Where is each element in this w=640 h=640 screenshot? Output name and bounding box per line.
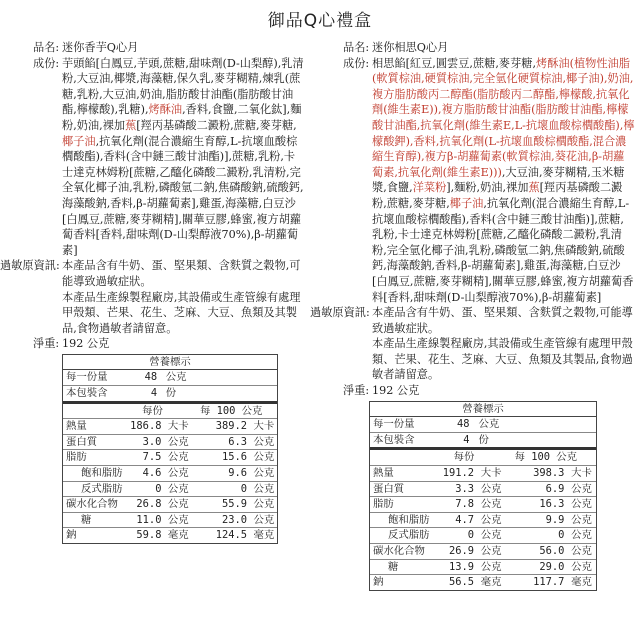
nutrition-row xyxy=(370,560,596,576)
nutrition-column-headers xyxy=(63,404,277,420)
nutrient-name: 鈉 xyxy=(373,576,384,589)
nutrition-row xyxy=(63,386,277,404)
right-net-weight: 192 公克 xyxy=(372,384,420,398)
nutrition-row xyxy=(63,435,277,451)
nutrient-value-per-100g: 55.9 xyxy=(222,498,248,511)
nutrition-row xyxy=(370,466,596,482)
nutrition-row xyxy=(63,370,277,386)
nutrient-value-per-100g: 0 xyxy=(240,482,248,495)
nutrition-unit: 份 xyxy=(478,433,489,446)
nutrient-unit-per-100g: 公克 xyxy=(253,513,275,526)
nutrition-unit: 公克 xyxy=(478,418,500,431)
nutrition-col-per-100g: 每 100 公克 xyxy=(199,404,263,417)
nutrition-value: 4 xyxy=(150,387,158,400)
nutrition-col-per-serving: 每份 xyxy=(453,451,475,464)
right-ingredients-text xyxy=(372,56,635,306)
right-product-name-row xyxy=(310,40,635,56)
nutrient-value-per-100g: 15.6 xyxy=(222,451,248,464)
nutrient-name: 蛋白質 xyxy=(66,435,98,448)
left-ingredient-segment: 烤酥油 xyxy=(148,103,183,117)
nutrition-value: 48 xyxy=(456,418,470,431)
nutrient-value-per-100g: 117.7 xyxy=(533,576,565,589)
nutrient-name: 脂肪 xyxy=(66,451,87,464)
nutrient-unit-per-100g: 大卡 xyxy=(253,420,275,433)
right-ingredient-segment: 洋菜粉 xyxy=(412,181,447,195)
nutrient-name: 飽和脂肪 xyxy=(388,513,430,526)
nutrient-unit-per-100g: 公克 xyxy=(253,467,275,480)
nutrient-value-per-100g: 16.3 xyxy=(539,498,565,511)
left-net-weight-row xyxy=(0,336,305,352)
left-net-weight: 192 公克 xyxy=(62,337,110,351)
nutrient-name: 熱量 xyxy=(373,467,394,480)
nutrient-unit-per-100g: 公克 xyxy=(253,498,275,511)
nutrient-unit-per-100g: 公克 xyxy=(253,435,275,448)
nutrient-unit-per-100g: 公克 xyxy=(253,482,275,495)
nutrition-value: 4 xyxy=(463,433,470,446)
nutrient-name: 飽和脂肪 xyxy=(81,467,123,480)
nutrition-row xyxy=(63,513,277,529)
left-product-name: 迷你香芋Q心月 xyxy=(62,41,139,54)
nutrient-value-per-serving: 11.0 xyxy=(136,513,162,526)
left-nutrition-table xyxy=(62,354,278,544)
nutrition-label: 本包裝含 xyxy=(66,387,108,400)
nutrient-name: 蛋白質 xyxy=(373,482,405,495)
nutrient-value-per-serving: 56.5 xyxy=(448,576,474,589)
nutrient-value-per-100g: 0 xyxy=(558,529,565,542)
right-allergy-label: 過敏原資訊: xyxy=(310,306,370,320)
nutrient-unit-per-serving: 大卡 xyxy=(167,420,189,433)
nutrient-unit-per-serving: 公克 xyxy=(480,482,502,495)
nutrient-value-per-100g: 56.0 xyxy=(539,545,565,557)
left-ingredients-label: 成份: xyxy=(33,56,60,70)
nutrient-value-per-100g: 9.6 xyxy=(228,467,248,480)
nutrition-col-per-serving: 每份 xyxy=(142,404,163,417)
nutrient-value-per-serving: 7.5 xyxy=(142,451,162,464)
left-allergy-row xyxy=(0,258,305,336)
left-product-name-row xyxy=(0,40,305,56)
nutrient-value-per-100g: 6.9 xyxy=(545,482,565,495)
nutrient-name: 糖 xyxy=(81,513,92,526)
nutrient-name: 反式脂肪 xyxy=(388,529,430,542)
nutrient-name: 糖 xyxy=(388,560,399,573)
nutrient-name: 鈉 xyxy=(66,529,77,542)
nutrition-label: 每一份量 xyxy=(66,371,108,384)
nutrient-unit-per-serving: 毫克 xyxy=(167,529,189,542)
left-ingredient-segment: [羥丙基磷酸二澱粉,蔗糖,麥芽糖, xyxy=(136,118,297,132)
nutrient-value-per-serving: 4.7 xyxy=(455,513,474,526)
left-ingredient-segment: 蕉 xyxy=(125,118,137,132)
nutrient-unit-per-100g: 公克 xyxy=(571,545,592,557)
nutrient-name: 碳水化合物 xyxy=(66,498,118,511)
left-ingredient-segment: 芋頭餡[白鳳豆,芋頭,蔗糖,甜味劑(D-山梨醇),乳清粉,大豆油,椰漿,海藻糖,保久乳,麥芽糊精,煉乳(蔗糖,乳粉,大豆油,奶油,脂肪酸甘油酯(脂肪酸甘油酯,檸檬酸),乳糖), xyxy=(62,56,304,117)
nutrient-unit-per-100g: 公克 xyxy=(571,482,592,495)
nutrient-unit-per-100g: 毫克 xyxy=(253,529,275,542)
right-allergy-text-1: 本產品含有牛奶、蛋、堅果類、含麩質之穀物,可能導致過敏症狀。 xyxy=(372,306,633,335)
nutrient-value-per-serving: 13.9 xyxy=(448,560,474,573)
nutrient-value-per-serving: 191.2 xyxy=(442,467,474,480)
nutrition-row xyxy=(370,433,596,451)
nutrient-value-per-serving: 26.8 xyxy=(136,498,162,511)
nutrient-unit-per-serving: 公克 xyxy=(167,513,189,526)
right-ingredients-label: 成份: xyxy=(343,56,370,70)
nutrient-value-per-serving: 3.0 xyxy=(142,435,162,448)
nutrient-unit-per-serving: 公克 xyxy=(167,451,189,464)
nutrition-row xyxy=(63,528,277,543)
right-ingredient-segment: 蕉 xyxy=(528,181,540,195)
nutrient-name: 反式脂肪 xyxy=(81,482,123,495)
right-ingredient-segment: 相思餡[紅豆,圓雲豆,蔗糖,麥芽糖, xyxy=(372,56,537,70)
nutrient-unit-per-serving: 公克 xyxy=(480,498,502,511)
nutrient-unit-per-100g: 大卡 xyxy=(571,467,592,480)
left-ingredient-segment: ,抗氧化劑(混合濃縮生育醇,L-抗壞血酸棕櫚酸酯),香料(含中鏈三酸甘油酯)],蔗糖,乳粉,卡士達克林姆粉[蔗糖,乙醯化磷酸二澱粉,乳清粉,完全氧化椰子油,乳粉,磷酸氫二鈉,焦磷酸鈉,硫酸鈣,海藻酸鈉,香料,β-胡蘿蔔素],雞蛋,海藻糖,白豆沙[白鳳豆,蔗糖,麥芽糊精],關華豆膠,蜂蜜,複方胡蘿蔔香料[香料,甜味劑(D-山梨醇液70%),β-胡蘿蔔素] xyxy=(62,134,304,257)
nutrient-unit-per-serving: 毫克 xyxy=(480,576,502,589)
nutrient-unit-per-serving: 公克 xyxy=(480,560,502,573)
nutrition-label: 本包裝含 xyxy=(373,433,415,446)
nutrition-col-per-100g: 每 100 公克 xyxy=(514,451,578,464)
nutrient-unit-per-100g: 公克 xyxy=(571,513,592,526)
nutrient-unit-per-serving: 公克 xyxy=(480,513,502,526)
nutrition-row xyxy=(63,450,277,466)
right-ingredient-segment: 烤酥油(植物性油脂(軟質棕油,硬質棕油,完全氫化硬質棕油,椰子油),奶油,複方脂肪酸丙二醇酯(脂肪酸丙二醇酯,檸檬酸,抗氧化劑(維生素E)),複方脂肪酸甘油酯(脂肪酸甘油酯,檸檬酸甘油酯,抗氧化劑(維生素E,L-抗壞血酸棕櫚酸酯),檸檬酸鉀),香料,抗氧化劑(L-抗壞血酸棕櫚酸酯,混合濃縮生育醇),複方β-胡蘿蔔素(軟質棕油,葵花油,β-胡蘿蔔素,抗氧化劑(維生素E))) xyxy=(372,56,635,179)
nutrient-unit-per-100g: 公克 xyxy=(571,560,592,573)
right-product-column xyxy=(310,40,635,399)
nutrient-value-per-100g: 398.3 xyxy=(533,467,565,480)
right-ingredient-segment: 椰子油 xyxy=(449,196,484,210)
right-allergy-row xyxy=(310,305,635,383)
right-net-weight-row xyxy=(310,383,635,399)
nutrient-value-per-100g: 6.3 xyxy=(228,435,248,448)
right-allergy-text-2: 本產品生產線製程廠房,其設備或生產管線有處理甲殼類、芒果、花生、芝麻、大豆、魚類及其製品,食物過敏者請留意。 xyxy=(372,337,633,382)
left-net-weight-label: 淨重: xyxy=(33,337,60,351)
nutrition-unit: 公克 xyxy=(165,371,187,384)
nutrient-name: 脂肪 xyxy=(373,498,394,511)
nutrition-value: 48 xyxy=(144,371,158,384)
nutrition-row xyxy=(63,482,277,498)
nutrition-column-headers xyxy=(370,450,596,466)
nutrition-label: 每一份量 xyxy=(373,418,415,431)
right-ingredients-row xyxy=(310,56,635,306)
right-product-name: 迷你相思Q心月 xyxy=(372,41,449,54)
nutrient-value-per-serving: 186.8 xyxy=(130,420,162,433)
right-ingredient-segment: ],麵粉,奶油,裸加 xyxy=(446,181,529,195)
right-ingredient-segment: ,抗氧化劑(混合濃縮生育醇,L-抗壞血酸棕櫚酸酯),香料(含中鏈三酸甘油酯)],蔗糖,乳粉,卡士達克林姆粉[蔗糖,乙醯化磷酸二澱粉,乳清粉,完全氫化椰子油,乳粉,磷酸氫二鈉,焦磷酸鈉,硫酸鈣,海藻酸鈉,香料,β-胡蘿蔔素],雞蛋,海藻糖,白豆沙[白鳳豆,蔗糖,麥芽糊精],關華豆膠,蜂蜜,複方胡蘿蔔香料[香料,甜味劑(D-山梨醇液70%),β-胡蘿蔔素] xyxy=(372,196,634,304)
right-product-name-label: 品名: xyxy=(343,41,370,54)
left-product-column xyxy=(0,40,305,352)
nutrient-name: 熱量 xyxy=(66,420,87,433)
left-product-name-label: 品名: xyxy=(33,41,60,54)
nutrient-value-per-serving: 59.8 xyxy=(136,529,162,542)
nutrition-row xyxy=(63,419,277,435)
nutrient-value-per-100g: 389.2 xyxy=(215,420,248,433)
nutrient-value-per-serving: 4.6 xyxy=(142,467,162,480)
left-allergy-label: 過敏原資訊: xyxy=(0,259,60,273)
nutrition-row xyxy=(370,497,596,513)
nutrition-row xyxy=(370,417,596,433)
left-ingredient-segment: 椰子油 xyxy=(62,134,96,148)
nutrition-row xyxy=(63,466,277,482)
nutrient-value-per-100g: 29.0 xyxy=(539,560,565,573)
nutrient-value-per-serving: 0 xyxy=(155,482,162,495)
left-allergy-text-2: 本產品生產線製程廠房,其設備或生產管線有處理甲殼類、芒果、花生、芝麻、大豆、魚類及其製品,食物過敏者請留意。 xyxy=(62,290,301,335)
nutrient-value-per-serving: 3.3 xyxy=(455,482,474,495)
nutrition-row xyxy=(370,482,596,498)
nutrient-value-per-serving: 7.8 xyxy=(455,498,474,511)
nutrient-unit-per-serving: 公克 xyxy=(167,482,189,495)
nutrient-unit-per-100g: 公克 xyxy=(253,451,275,464)
nutrient-value-per-100g: 9.9 xyxy=(545,513,565,526)
left-ingredients-text xyxy=(62,56,305,259)
left-ingredients-row xyxy=(0,56,305,259)
nutrient-unit-per-100g: 公克 xyxy=(571,529,592,542)
left-ingredient-segment: ,香料,食鹽,二氧化鈦],麵粉,奶油,裸加 xyxy=(62,103,302,132)
nutrition-header: 營養標示 xyxy=(370,402,596,418)
nutrient-unit-per-serving: 公克 xyxy=(480,545,502,557)
nutrient-value-per-100g: 23.0 xyxy=(222,513,248,526)
nutrient-value-per-100g: 124.5 xyxy=(215,529,248,542)
nutrient-value-per-serving: 26.9 xyxy=(448,545,474,557)
nutrition-row xyxy=(370,575,596,590)
nutrition-row xyxy=(370,528,596,544)
nutrition-row xyxy=(370,544,596,560)
nutrient-value-per-serving: 0 xyxy=(467,529,474,542)
nutrient-unit-per-serving: 公克 xyxy=(167,435,189,448)
nutrient-unit-per-serving: 公克 xyxy=(480,529,502,542)
nutrition-header: 營養標示 xyxy=(63,355,277,371)
nutrition-row xyxy=(63,497,277,513)
nutrition-unit: 份 xyxy=(165,387,177,400)
nutrient-unit-per-serving: 大卡 xyxy=(480,467,502,480)
right-ingredient-segment: [羥丙基磷酸二澱粉,蔗糖,麥芽糖, xyxy=(372,181,623,210)
nutrient-unit-per-100g: 毫克 xyxy=(571,576,592,589)
nutrient-unit-per-serving: 公克 xyxy=(167,467,189,480)
nutrient-name: 碳水化合物 xyxy=(373,545,425,557)
nutrient-unit-per-serving: 公克 xyxy=(167,498,189,511)
left-allergy-text-1: 本產品含有牛奶、蛋、堅果類、含麩質之穀物,可能導致過敏症狀。 xyxy=(62,259,301,288)
nutrient-unit-per-100g: 公克 xyxy=(571,498,592,511)
nutrition-row xyxy=(370,513,596,529)
page-title: 御品Q心禮盒 xyxy=(267,11,373,31)
right-ingredient-segment: ,大豆油,麥芽糊精,玉米糖漿,食鹽, xyxy=(372,165,625,195)
right-nutrition-table xyxy=(369,401,597,591)
right-net-weight-label: 淨重: xyxy=(343,384,370,398)
